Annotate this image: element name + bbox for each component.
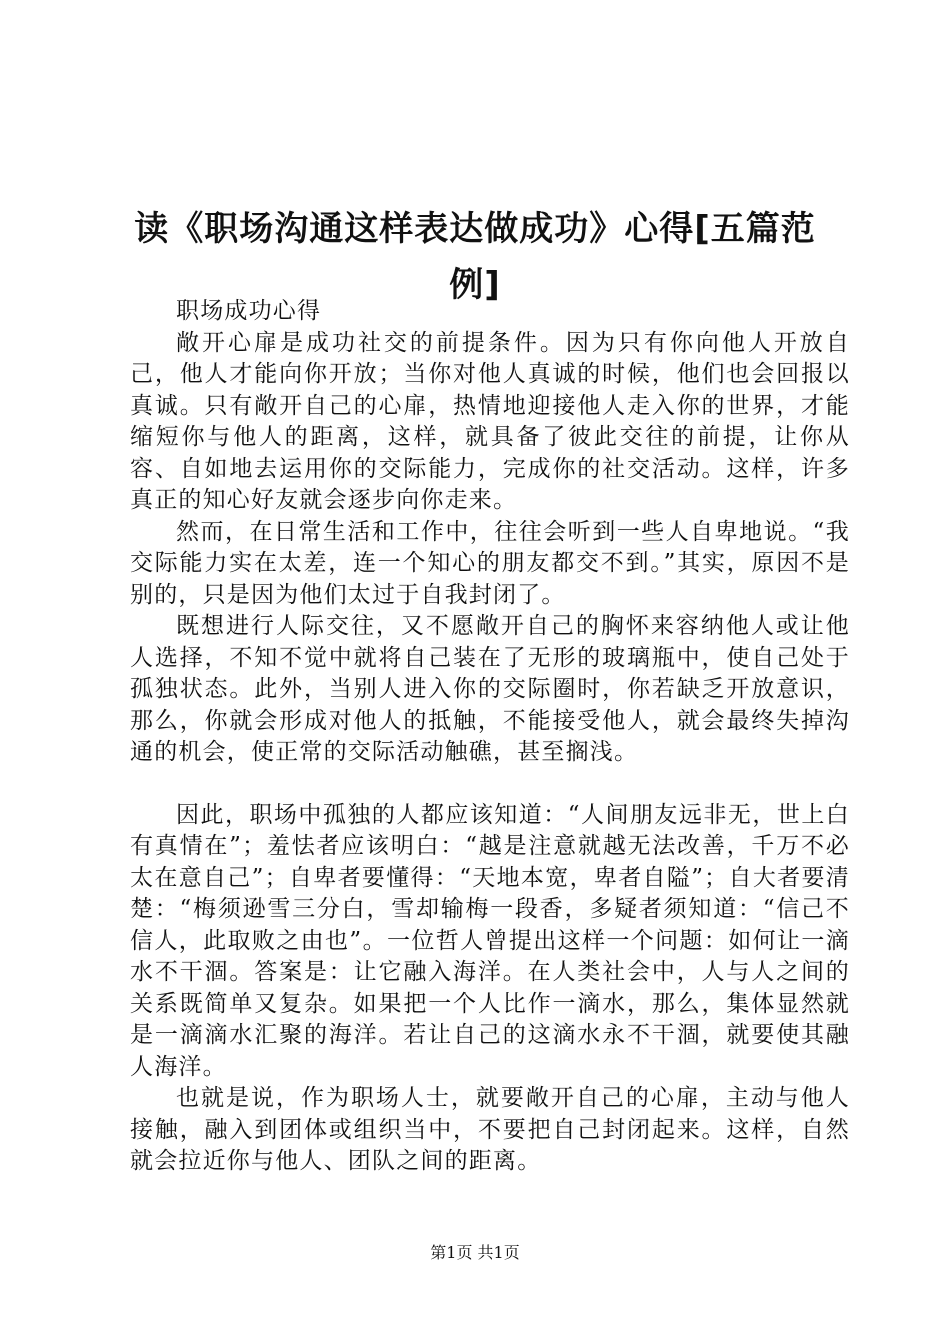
section-heading: 职场成功心得 — [176, 298, 322, 324]
paragraph: 敞开心扉是成功社交的前提条件。因为只有你向他人开放自己，他人才能向你开放；当你对他人真诚的时候，他们也会回报以真诚。只有敞开自己的心扉，热情地迎接他人走入你的世界，才能缩短你与他人的距离，这样，就具备了彼此交往的前提，让你从容、自如地去运用你的交际能力，完成你的社交活动。这样，许多真正的知心好友就会逐步向你走来。 — [130, 329, 850, 513]
paragraph: 也就是说，作为职场人士，就要敞开自己的心扉，主动与他人接触，融入到团体或组织当中，不要把自己封闭起来。这样，自然就会拉近你与他人、团队之间的距离。 — [130, 1085, 850, 1174]
document-title: 读《职场沟通这样表达做成功》心得[五篇范例] — [134, 208, 816, 305]
paragraph: 然而，在日常生活和工作中，往往会听到一些人自卑地说。“我交际能力实在太差，连一个知心的朋友都交不到。”其实，原因不是别的，只是因为他们太过于自我封闭了。 — [130, 518, 850, 608]
paragraph: 因此，职场中孤独的人都应该知道：“人间朋友远非无，世上白有真情在”；羞怯者应该明白：“越是注意就越无法改善，千万不必太在意自己”；自卑者要懂得：“天地本宽，卑者自隘”；自大者要清楚：“梅须逊雪三分白，雪却输梅一段香，多疑者须知道：“信己不信人，此取败之由也”。一位哲人曾提出这样一个问题：如何让一滴水不干涸。答案是：让它融入海洋。在人类社会中，人与人之间的关系既简单又复杂。如果把一个人比作一滴水，那么，集体显然就是一滴滴水汇聚的海洋。若让自己的这滴水永不干涸，就要使其融人海洋。 — [130, 801, 850, 1080]
paragraph: 既想进行人际交往，又不愿敞开自己的胸怀来容纳他人或让他人选择，不知不觉中就将自己装在了无形的玻璃瓶中，使自己处于孤独状态。此外，当别人进入你的交际圈时，你若缺乏开放意识，那么，你就会形成对他人的抵触，不能接受他人，就会最终失掉沟通的机会，使正常的交际活动触礁，甚至搁浅。 — [130, 613, 850, 765]
document-body — [130, 296, 850, 1178]
page-footer: 第1页 共1页 — [430, 1243, 520, 1262]
